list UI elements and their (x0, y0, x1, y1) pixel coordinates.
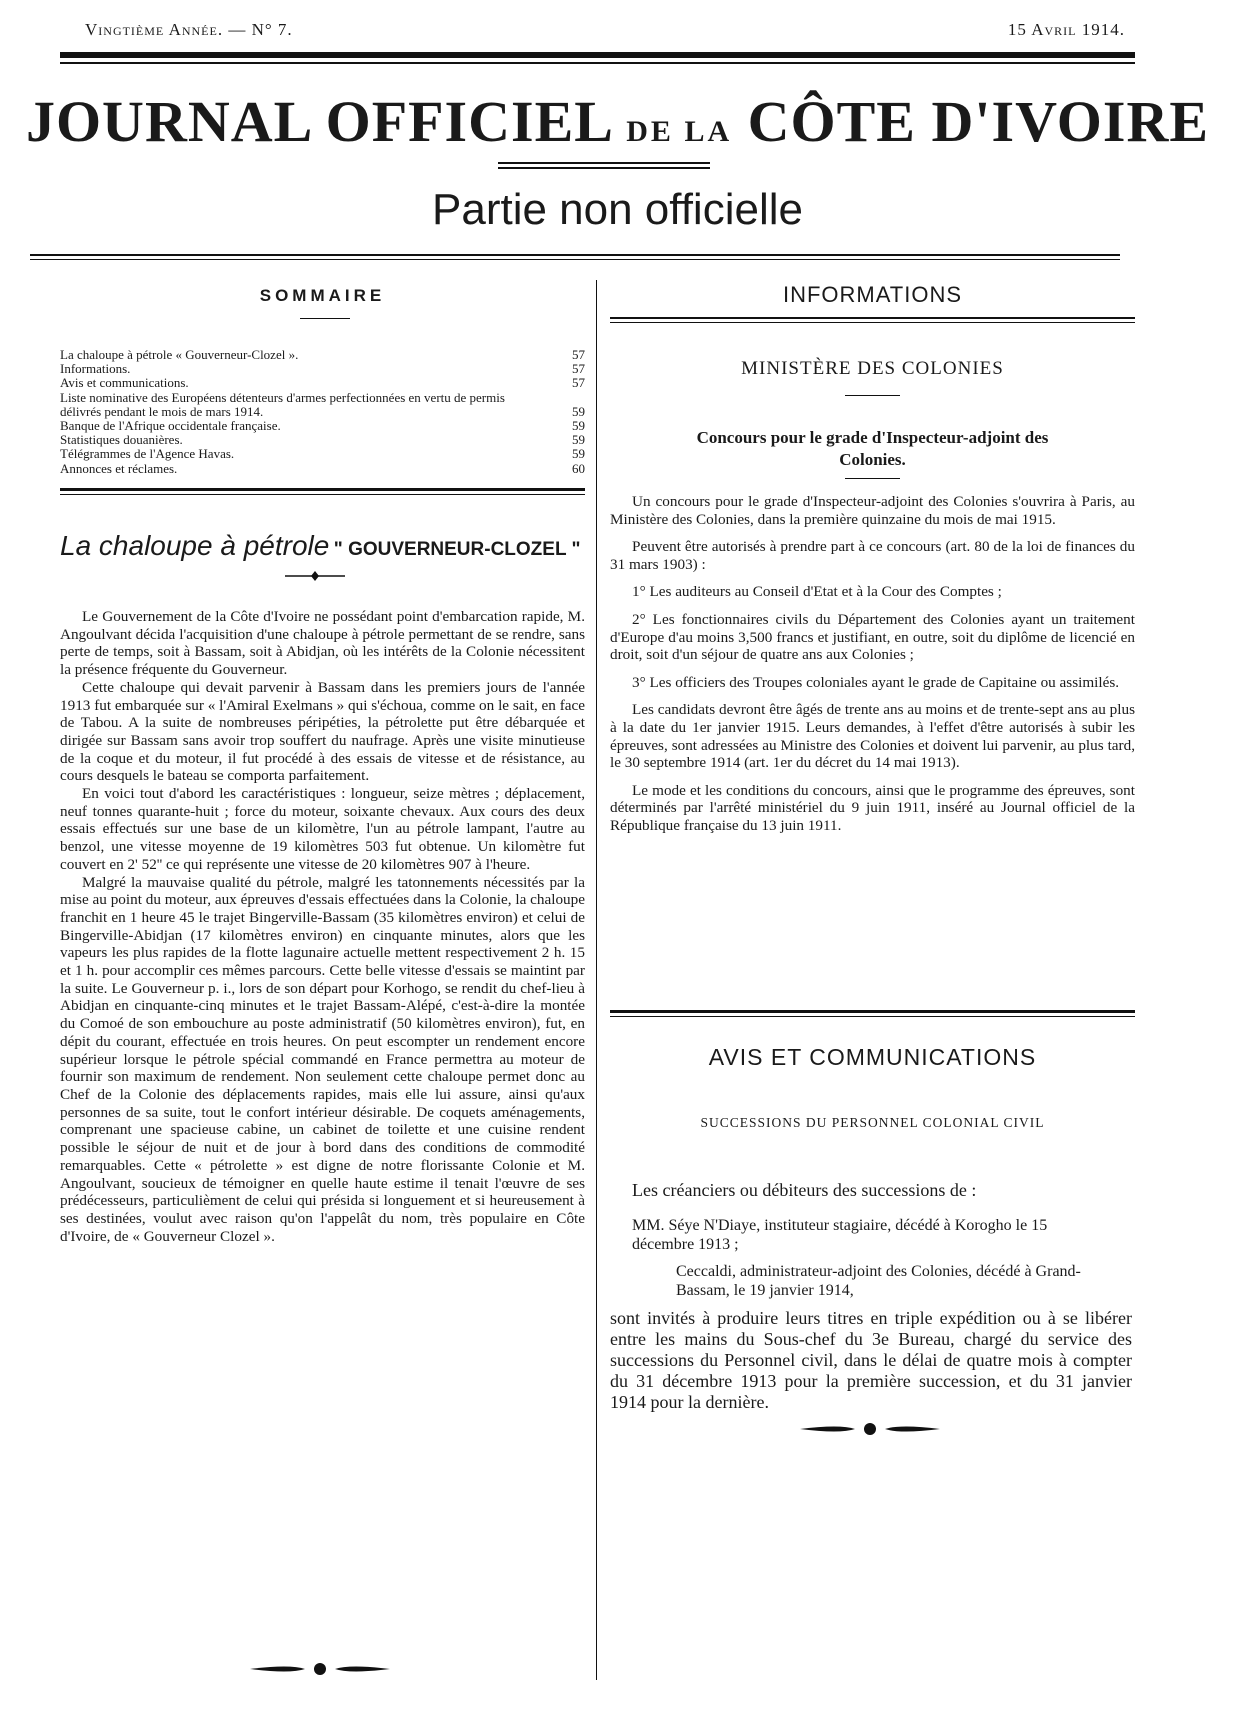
masthead-de-la: DE LA (626, 115, 733, 148)
subtitle-rule-thin (30, 259, 1120, 260)
toc-item (60, 433, 585, 447)
informations-title: INFORMATIONS (782, 282, 963, 307)
ministry-title: MINISTÈRE DES COLONIES (741, 358, 1004, 379)
toc-item (60, 462, 585, 476)
toc-item-text: Annonces et réclames. (60, 460, 178, 476)
informations-rule-thin (610, 322, 1135, 323)
informations-end-rule-thick (610, 1010, 1135, 1013)
section-subtitle: Partie non officielle (432, 185, 803, 234)
header-rule-thin (60, 62, 1135, 64)
informations-paragraph: 3° Les officiers des Troupes coloniales ayant le grade de Capitaine ou assimilés. (632, 673, 1120, 691)
informations-paragraph: Peuvent être autorisés à prendre part à ce concours (art. 80 de la loi de finances du 31 mars 1903) : (610, 538, 1135, 573)
masthead-country: CÔTE D'IVOIRE (747, 89, 1210, 154)
avis-entry-seye: MM. Séye N'Diaye, instituteur stagiaire, décédé à Korogho le 15 décembre 1913 ; (632, 1217, 1048, 1253)
column-divider (596, 280, 597, 1680)
ministry-short-rule (845, 395, 900, 396)
article-body (60, 608, 585, 1245)
informations-paragraph: Le mode et les conditions du concours, ainsi que le programme des épreuves, sont déterminés par l'arrêté ministériel du 9 juin 1911, inséré au Journal officiel de la République française du 13 juin 1911. (610, 781, 1135, 834)
informations-paragraph: Un concours pour le grade d'Inspecteur-adjoint des Colonies s'ouvrira à Paris, au Ministère des Colonies, dans la première quinzaine du mois de mai 1915. (610, 493, 1135, 528)
left-end-ornament-icon (250, 1662, 390, 1676)
toc-item (60, 376, 585, 390)
right-end-ornament-icon (800, 1422, 940, 1436)
article-title-italic: La chaloupe à pétrole (60, 530, 330, 561)
avis-subheading: SUCCESSIONS DU PERSONNEL COLONIAL CIVIL (700, 1115, 1045, 1130)
issue-number: Vingtième Année. — N° 7. (85, 20, 293, 39)
toc-item-page: 57 (572, 361, 585, 377)
informations-paragraph: 1° Les auditeurs au Conseil d'Etat et à la Cour des Comptes ; (632, 583, 1002, 601)
informations-body (610, 493, 1135, 845)
informations-rule-thick (610, 317, 1135, 319)
article-title (60, 530, 600, 562)
informations-end-rule-thin (610, 1016, 1135, 1017)
article-title-name: " GOUVERNEUR-CLOZEL " (333, 539, 581, 560)
concours-heading: Concours pour le grade d'Inspecteur-adjoint des Colonies. (696, 428, 1049, 469)
header-rule-thick (60, 52, 1135, 58)
subtitle-rule-thick (30, 254, 1120, 256)
toc-item-text: Statistiques douanières. (60, 432, 183, 448)
masthead-journal: JOURNAL OFFICIEL (25, 89, 611, 154)
masthead-underline-2 (498, 167, 710, 169)
toc-item-text: Liste nominative des Européens détenteurs d'armes perfectionnées en vertu de permis délivrés pendant le mois de mars 1914. (60, 389, 505, 419)
toc-item-text: La chaloupe à pétrole « Gouverneur-Clozel ». (60, 347, 299, 362)
toc-item-page: 59 (572, 446, 585, 462)
toc-item-text: Informations. (60, 361, 131, 377)
toc-item-page: 59 (572, 432, 585, 448)
article-ornament-icon (285, 570, 345, 582)
toc-item-text: Banque de l'Afrique occidentale française. (60, 418, 281, 434)
avis-title: AVIS ET COMMUNICATIONS (708, 1044, 1037, 1070)
toc-item-page: 57 (572, 375, 585, 391)
concours-short-rule (845, 478, 900, 479)
avis-entry-ceccaldi: Ceccaldi, administrateur-adjoint des Colonies, décédé à Grand-Bassam, le 19 janvier 1914, (676, 1263, 1081, 1299)
sommaire-end-rule-thin (60, 494, 585, 495)
avis-intro: Les créanciers ou débiteurs des successions de : (632, 1180, 977, 1200)
sommaire-title: SOMMAIRE (259, 286, 386, 305)
toc-item (60, 348, 585, 362)
masthead (0, 89, 1235, 162)
toc-item (60, 362, 585, 376)
informations-paragraph: Les candidats devront être âgés de trente ans au moins et de trente-sept ans au plus à la date du 1er janvier 1915. Leurs demandes, à l'effet d'être autorisés à subir les épreuves, sont adressées au Ministre des Colonies et doivent lui parvenir, au plus tard, le 30 septembre 1914 (art. 1er du décret du 14 mai 1913). (610, 701, 1135, 772)
toc-item-page: 59 (572, 403, 585, 419)
toc-item (60, 419, 585, 433)
toc-item-text: Avis et communications. (60, 375, 189, 391)
article-paragraph: Le Gouvernement de la Côte d'Ivoire ne possédant point d'embarcation rapide, M. Angoulvant décida l'acquisition d'une chaloupe à pétrole permettant de se rendre, sans perte de temps, soit à Bassam, soit à Abidjan, où les intérêts de la Colonie nécessitent la présence fréquente du Gouverneur. (60, 608, 585, 679)
sommaire-end-rule-thick (60, 488, 585, 491)
toc-item-page: 57 (572, 347, 585, 362)
toc-item (60, 447, 585, 461)
issue-date: 15 Avril 1914. (1007, 20, 1125, 39)
toc-item-page: 60 (572, 460, 585, 476)
toc-item-page: 59 (572, 418, 585, 434)
table-of-contents (60, 348, 585, 476)
masthead-underline-1 (498, 162, 710, 164)
article-paragraph: Cette chaloupe qui devait parvenir à Bassam dans les premiers jours de l'année 1913 fut embarquée sur « l'Amiral Exelmans » qui s'échoua, comme on le sait, en face de Tabou. A la suite de nombreuses péripéties, la pétrolette put être débarquée et dirigée sur Bassam sans avoir trop souffert du naufrage. Après une visite minutieuse de la coque et du moteur, il fut procédé à des essais de vitesse et de résistance, au cours desquels le bateau se comporta parfaitement. (60, 678, 585, 785)
toc-item (60, 391, 585, 419)
toc-item-text: Télégrammes de l'Agence Havas. (60, 446, 235, 462)
avis-closing: sont invités à produire leurs titres en triple expédition ou à se libérer entre les mains du Sous-chef du 3e Bureau, chargé du service des successions du Personnel civil, dans le délai de quatre mois à compter du 31 décembre 1913 pour la première succession, et du 31 janvier 1914 pour la dernière. (610, 1308, 1132, 1412)
article-paragraph: Malgré la mauvaise qualité du pétrole, malgré les tatonnements nécessités par la mise au point du moteur, aux épreuves d'essais effectuées dans la Colonie, la chaloupe franchit en 1 heure 45 le trajet Bingerville-Bassam (35 kilomètres environ) et celui de Bingerville-Abidjan (17 kilomètres environ) en cinquante minutes, alors que les vapeurs les plus rapides de la flotte lagunaire actuelle mettent respectivement 2 h. 15 et 1 h. pour accomplir ces mêmes parcours. Cette belle vitesse d'essais se maintint par la suite. Le Gouverneur p. i., lors de son départ pour Korhogo, se rendit du chef-lieu à Abidjan en cinquante-cinq minutes et le trajet Bassam-Alépé, c'est-à-dire la montée du Comoé de son embouchure au poste administratif (50 kilomètres environ), fut, en dépit du courant, effectuée en trois heures. On peut escompter un rendement encore supérieur lorsque le pétrole spécial commandé en France permettra au moteur de fournir son maximum de rendement. Non seulement cette chaloupe permet donc au Chef de la Colonie des déplacements rapides, mais elle lui assure, ainsi qu'aux personnes de sa suite, tout le confort intérieur désirable. De coquets aménagements, comprenant une spacieuse cabine, un cabinet de toilette et une cuisine rendent possible le séjour de nuit et de jour à bord dans des conditions de commodité remarquables. Cette « pétrolette » est digne de notre florissante Colonie et M. Angoulvant, soucieux de témoigner en quelle haute estime il tenait l'œuvre de ses prédécesseurs, particulièment de celui qui présida si longuement et si heureusement à ses destinées, voulut avec raison qu'on l'appelât du nom, très populaire en Côte d'Ivoire, de « Gouverneur Clozel ». (60, 873, 585, 1245)
sommaire-short-rule (300, 318, 350, 319)
informations-paragraph: 2° Les fonctionnaires civils du Département des Colonies ayant un traitement d'Europe d'au moins 3,500 francs et justifiant, en outre, soit du diplôme de licencié en droit, soit d'un séjour de quatre ans aux Colonies ; (610, 610, 1135, 664)
article-paragraph: En voici tout d'abord les caractéristiques : longueur, seize mètres ; déplacement, neuf tonnes quarante-huit ; force du moteur, soixante chevaux. Aux cours des deux essais effectués sur une base de un kilomètre, l'un au pétrole lampant, l'autre au benzol, une vitesse moyenne de 19 kilomètres 503 fut obtenue. Un kilomètre fut couvert en 2' 52'' ce qui représente une vitesse de 20 kilomètres 907 à l'heure. (60, 785, 585, 873)
